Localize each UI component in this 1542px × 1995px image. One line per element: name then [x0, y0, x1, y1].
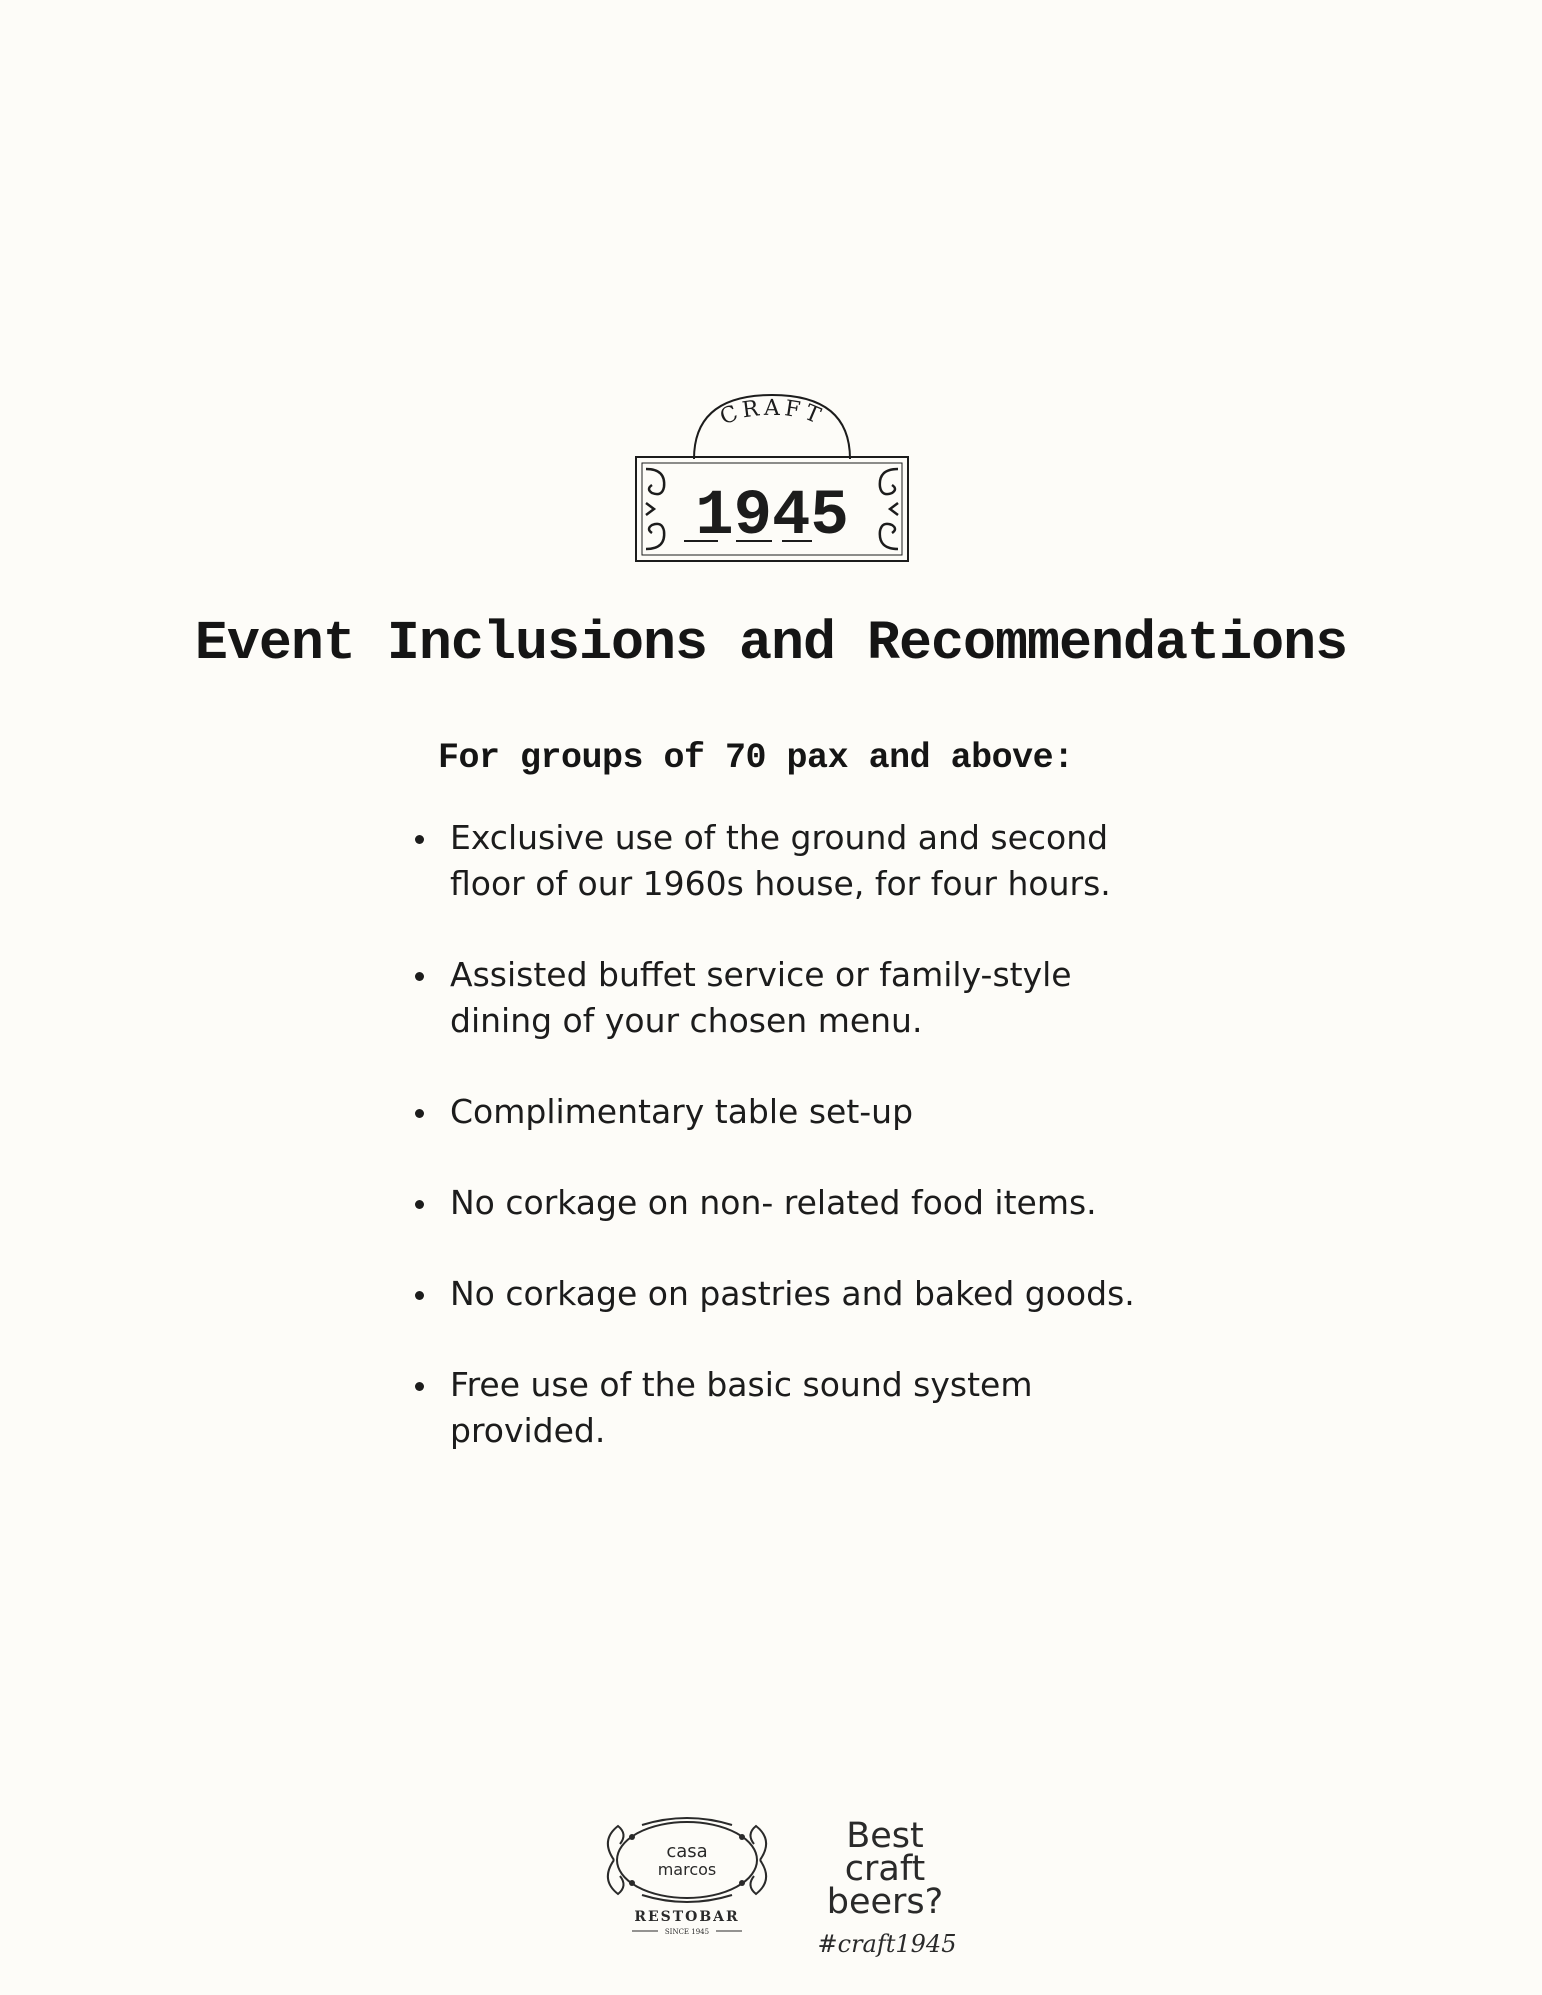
casa-marcos-label: RESTOBAR: [634, 1909, 740, 1925]
list-item: No corkage on non- related food items.: [415, 1180, 1175, 1226]
list-item: Exclusive use of the ground and second floor of our 1960s house, for four hours.: [415, 815, 1175, 907]
list-item: Assisted buffet service or family-style dining of your chosen menu.: [415, 952, 1175, 1044]
craft-1945-logo: [632, 393, 912, 565]
svg-text:CRAFT: [717, 396, 828, 431]
casa-marcos-since: SINCE 1945: [664, 1928, 710, 1936]
footer-tagline: [810, 1816, 960, 1922]
casa-marcos-name-line2: marcos: [657, 1860, 717, 1879]
logo-year: 1945: [695, 481, 849, 553]
page-title: Event Inclusions and Recommendations: [194, 612, 1348, 675]
footer-hashtag: #craft1945: [817, 1930, 957, 1958]
casa-marcos-logo: [592, 1815, 782, 1940]
tagline-line: Best: [846, 1816, 924, 1856]
section-subtitle: For groups of 70 pax and above:: [438, 738, 1074, 778]
list-item: No corkage on pastries and baked goods.: [415, 1271, 1175, 1317]
list-item: Complimentary table set-up: [415, 1089, 1175, 1135]
inclusions-list: [415, 815, 1175, 1499]
tagline-line: craft: [844, 1849, 926, 1889]
casa-marcos-name-line1: casa: [666, 1841, 708, 1862]
tagline-line: beers?: [826, 1882, 944, 1922]
list-item: Free use of the basic sound system provided.: [415, 1362, 1175, 1454]
logo-arc-text: CRAFT: [716, 395, 828, 431]
